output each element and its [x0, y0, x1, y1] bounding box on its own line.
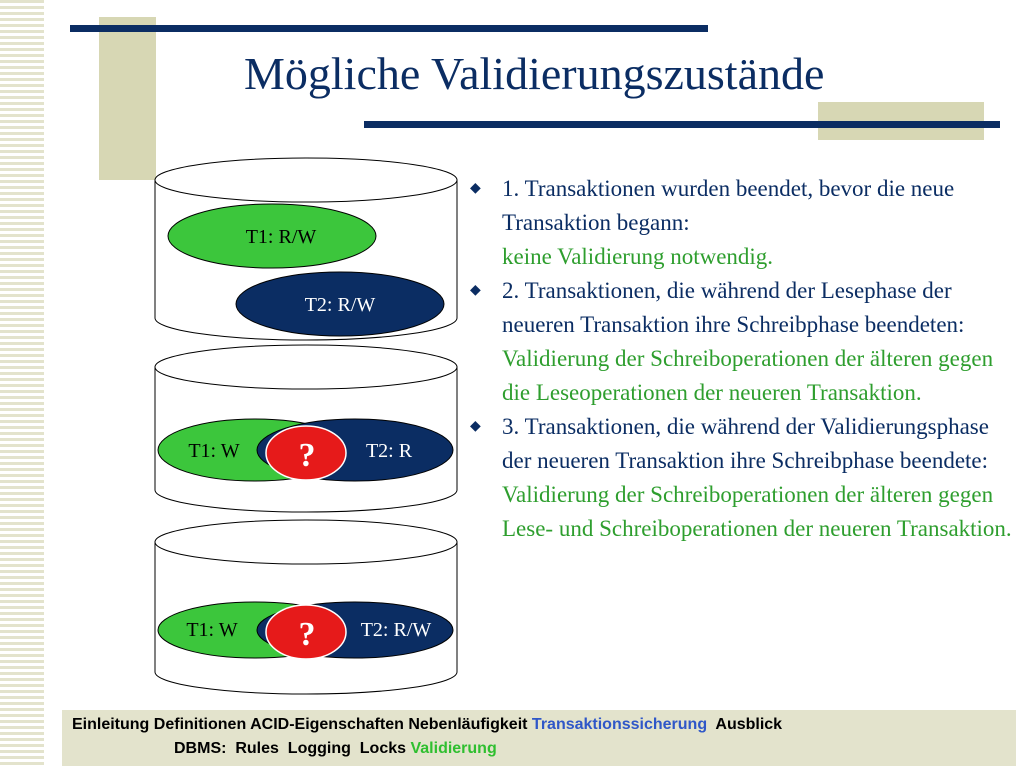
diamond-bullet-icon: ◆: [470, 283, 481, 298]
ellipse-t1-rw-label: T1: R/W: [245, 226, 317, 248]
nav-link-nebenlaeufigkeit[interactable]: Nebenläufigkeit: [408, 716, 528, 733]
cylinder-3-top: [155, 520, 457, 564]
ellipse-t1-w-label: T1: W: [188, 440, 240, 462]
nav-link-acid[interactable]: ACID-Eigenschaften: [250, 716, 404, 733]
ellipse-t2-rw-3-label: T2: R/W: [360, 619, 432, 641]
nav-link-definitionen[interactable]: Definitionen: [153, 716, 247, 733]
nav-label-dbms: DBMS:: [174, 740, 227, 757]
bullet-item-2: [470, 274, 1020, 410]
nav-link-logging[interactable]: Logging: [287, 740, 351, 757]
nav-link-ausblick[interactable]: Ausblick: [715, 716, 783, 733]
ellipse-t2-r-label: T2: R: [365, 440, 413, 462]
nav-link-einleitung[interactable]: Einleitung: [72, 716, 150, 733]
cylinder-1-top: [155, 158, 457, 202]
bullet-2-sub: Validierung der Schreiboperationen der älteren gegen die Leseoperationen der neueren Transaktion.: [502, 346, 994, 405]
cylinder-1: [155, 158, 457, 340]
cylinder-3: [155, 520, 457, 694]
cylinder-2-top: [155, 345, 457, 389]
diamond-bullet-icon: ◆: [470, 181, 481, 196]
bullet-1-main: 1. Transaktionen wurden beendet, bevor die neue Transaktion begann:: [502, 176, 955, 235]
bullet-list: [470, 172, 1020, 546]
nav-link-locks[interactable]: Locks: [359, 740, 407, 757]
bullet-2-main: 2. Transaktionen, die während der Lesephase der neueren Transaktion ihre Schreibphase beendeten:: [502, 278, 965, 337]
diamond-bullet-icon: ◆: [470, 419, 481, 434]
conflict-marker-2-label: ?: [298, 437, 316, 474]
nav-link-rules[interactable]: Rules: [235, 740, 279, 757]
nav-link-validierung[interactable]: Validierung: [410, 740, 497, 757]
nav-link-transaktionssicherung[interactable]: Transaktionssicherung: [531, 716, 708, 733]
bullet-1-sub: keine Validierung notwendig.: [502, 244, 774, 269]
ellipse-t1-w-3-label: T1: W: [186, 619, 238, 641]
slide-title: Mögliche Validierungszustände: [244, 48, 825, 99]
footer-navigation: [62, 710, 1016, 766]
bullet-3-sub: Validierung der Schreiboperationen der älteren gegen Lese- und Schreiboperationen der neueren Transaktion.: [502, 482, 1012, 541]
ellipse-t2-rw-label: T2: R/W: [304, 294, 376, 316]
footer-nav-line-2: [174, 740, 497, 758]
bullet-item-1: [470, 172, 1020, 274]
footer-nav-line-1: [72, 716, 782, 734]
bullet-item-3: [470, 410, 1020, 546]
conflict-marker-3-label: ?: [298, 616, 316, 653]
bullet-3-main: 3. Transaktionen, die während der Validierungsphase der neueren Transaktion ihre Schreibphase beendete:: [502, 414, 989, 473]
cylinder-2: [155, 345, 457, 512]
